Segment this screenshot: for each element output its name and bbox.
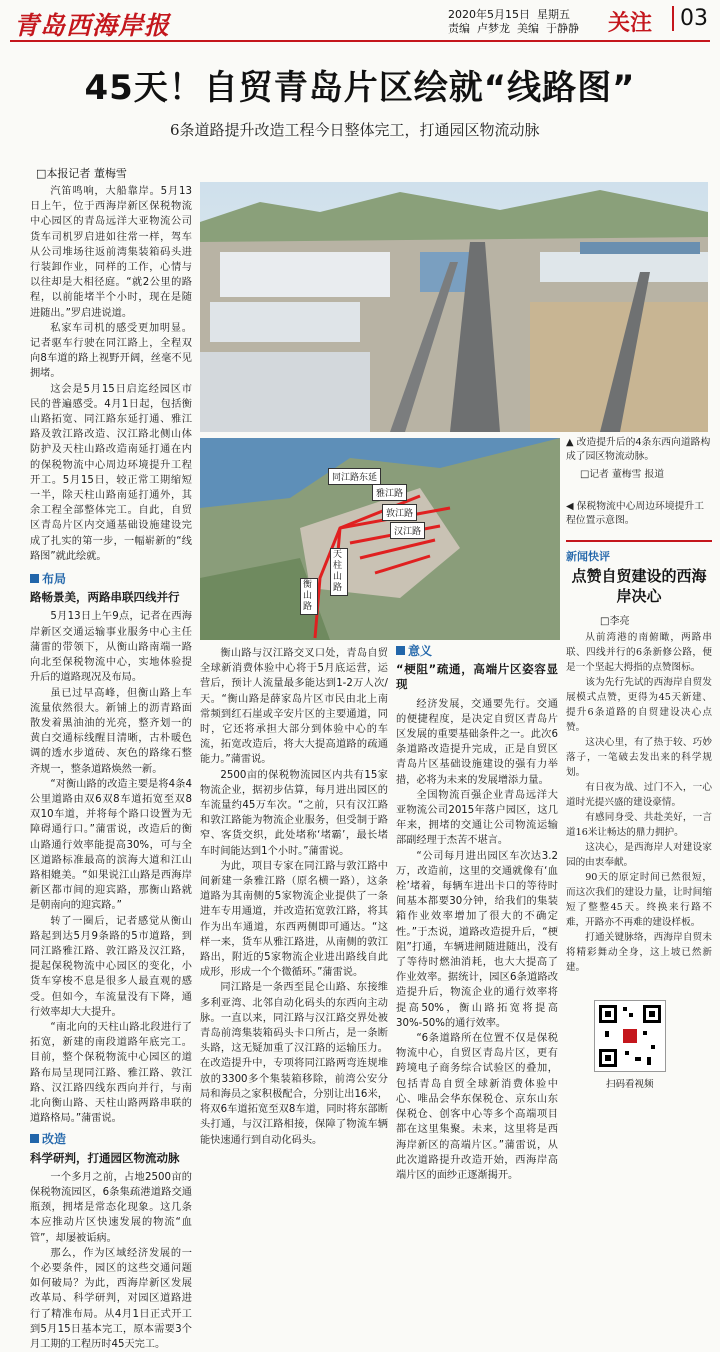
body-para: “公司每月进出园区车次达3.2万，改造前，这里的交通就像有‘血栓’堵着，每辆车进出卡口的等待时间基本都要30分钟，给我们的集装箱作业效率增加了很大的不确定性。”于杰说，道路改造提升后，“梗阻”打通，车辆进闸随进随出，没有了等待时燃油消耗，也大大提高了作业效率。据统计，园区6条道路改造提升后，物流企业的通行效率将提高50%，衡山路拓宽将提高30%-50%的通行效率。 bbox=[396, 850, 558, 1029]
editor-label: 责编 bbox=[448, 22, 470, 35]
section-kicker bbox=[396, 644, 558, 659]
map-label: 同江路东延 bbox=[328, 468, 381, 485]
section-kicker bbox=[30, 572, 192, 587]
location-map bbox=[200, 438, 560, 640]
sidebar-para: 有日夜为战、过门不入，一心道时光提兴盛的建设豪情。 bbox=[566, 782, 712, 808]
body-para: 虽已过早高峰，但衡山路上车流量依然很大。新铺上的沥青路面散发着黑油油的光亮，整齐划一的黄白交通标线醒目清晰，古朴暖色调的透水步道砖、灰色的路缘石整齐规一，整条道路焕然一新。 bbox=[30, 687, 192, 775]
body-para: 那么，作为区域经济发展的一个必要条件，园区的这些交通问题如何破局？为此，西海岸新区发展改革局、科学研判，对园区道路进行了精准布局。从4月1日正式开工到5月15日基本完工，原本需要3个月工期的工程历时45天完工。 bbox=[30, 1247, 192, 1351]
section-title: 关注 bbox=[608, 11, 653, 36]
right-column bbox=[396, 644, 558, 1183]
editor-name: 卢梦龙 bbox=[477, 22, 510, 35]
map-caption: ◀ 保税物流中心周边环境提升工程位置示意图。 bbox=[566, 501, 705, 526]
sidebar-para: 打通关键脉络，西海岸自贸未将精彩舞动全身，这上坡已然新建。 bbox=[566, 932, 712, 973]
byline: □本报记者 董梅雪 bbox=[36, 167, 127, 180]
body-para: “6条道路所在位置不仅是保税物流中心，自贸区青岛片区，更有跨境电子商务综合试验区的叠加，包括青岛自贸全球新消费体验中心、唯品会华东保税仓、京东山东保税仓、创客中心等多个高端项目都在这里集聚。未来，这里将是西海岸新区的高端片区。”蒲雷说，从此次道路提升改造开始，西海岸高端片区的面纱正逐渐揭开。 bbox=[396, 1033, 558, 1181]
kicker-square-icon bbox=[30, 1134, 39, 1143]
photo-credit: □记者 董梅雪 报道 bbox=[580, 469, 665, 480]
sidebar-byline: □李亮 bbox=[600, 616, 630, 627]
qr-caption: 扫码看视频 bbox=[606, 1079, 654, 1090]
sidebar-tag: 新闻快评 bbox=[566, 550, 610, 563]
lead-para: 私家车司机的感受更加明显。记者驱车行驶在同江路上，全程双向8车道的路上视野开阔，丝毫不见拥堵。 bbox=[30, 322, 192, 380]
body-para: 转了一圈后，记者感觉从衡山路起到达5月9条路的5市道路，到同江路雅江路、敦江路及汉江路，提起保税物流中心园区的变化，小货车穿梭不息是很多人最直观的感受。但如今，车流量没有下降，通行效率却大大提升。 bbox=[30, 915, 192, 1018]
kicker-label: 改造 bbox=[42, 1132, 67, 1147]
body-para: 一个多月之前，占地2500亩的保税物流园区，6条集疏港道路交通瓶颈，拥堵是常态化现象。这几条本应推动片区快速发展的物流“血管”，却屡被诟病。 bbox=[30, 1171, 192, 1244]
body-para: 经济发展，交通要先行。交通的便捷程度，是决定自贸区青岛片区发展的重要基础条件之一。此次6条道路改造提升完成，正是自贸区青岛片区基础设施建设的强有力举措，必将为未来的发展增添力量。 bbox=[396, 698, 558, 786]
section-title: 路畅景美，两路串联四线并行 bbox=[30, 590, 180, 605]
body-para: 5月13日上午9点，记者在西海岸新区交通运输事业服务中心主任蒲雷的带领下，从衡山路南端一路向北至保税物流中心，实地体验提升后的道路现况及布局。 bbox=[30, 611, 192, 684]
masthead-logo: 青岛西海岸报 bbox=[14, 11, 171, 40]
aerial-photo-illustration bbox=[200, 182, 708, 432]
sidebar-para: 这决心，是西海岸人对建设家园的由衷奉献。 bbox=[566, 842, 712, 868]
kicker-square-icon bbox=[396, 646, 405, 655]
map-label: 汉江路 bbox=[390, 522, 425, 539]
designer-name: 于静静 bbox=[546, 22, 579, 35]
page-number: 03 bbox=[672, 6, 708, 31]
body-para: 衡山路与汉江路交叉口处，青岛自贸全球新消费体验中心将于5月底运营，运营后，预计人流量最多能达到1-2万人次/天。“衡山路是薛家岛片区市民由北上南常频到红石崖或辛安片区的主要通道，同时，它还将承担大部分到体验中心的车流，拓宽改造后，将大大提高道路的疏通能力。”蒲雷说。 bbox=[200, 648, 388, 766]
map-label: 敦江路 bbox=[382, 504, 417, 521]
headline: 45天！自贸青岛片区绘就“线路图” bbox=[84, 68, 636, 108]
sidebar-column bbox=[566, 630, 712, 975]
photo-caption: ▲ 改造提升后的4条东西向道路构成了园区物流动脉。 bbox=[566, 437, 711, 462]
sidebar-rule bbox=[566, 540, 712, 542]
sidebar-para: 有感同身受、共赴美好，一言道16米让畅达的鼎力拥护。 bbox=[566, 812, 712, 838]
sidebar-para: 90天的原定时间已然很短，而这次我们的建设力量，让时间缩短了整整45天。终换来行路不难，开路亦不再难的建设样板。 bbox=[566, 872, 712, 928]
map-label: 雅江路 bbox=[372, 484, 407, 501]
lead-para: 汽笛鸣响，大船靠岸。5月13日上午，位于西海岸新区保税物流中心园区的青岛远洋大亚物流公司货车司机罗启进如往常一样，驾车从公司堆场往返前湾集装箱码头进行装卸作业，同样的工作，心情与以往却是大相径庭。“就2公里的路程，以前能堵半个小时，现在是随进随出。”罗启进说道。 bbox=[30, 186, 192, 319]
issue-weekday: 星期五 bbox=[537, 8, 570, 21]
issue-date: 2020年5月15日 bbox=[448, 8, 530, 21]
lead-para: 这会是5月15日启迄经园区市民的普遍感受。4月1日起，包括衡山路拓宽、同江路东延打通、雅江路及敦江路改造、汉江路北侧山体防护及天柱山路改造南延打通在内的保税物流中心周边环境提升工程开工。5月15日，较正常工期缩短一半，除天柱山路南延打通外，其余工程全部整体完工。自此，自贸区青岛片区内交通基础设施建设完成了扎实的第一步，一幅崭新的“线路图”就此绘就。 bbox=[30, 383, 192, 562]
body-para: 同江路是一条西至昆仑山路、东接维多利亚湾、北邻自动化码头的东西向主动脉。一直以来，同江路与汉江路交界处被青岛前湾集装箱码头卡口所占，是一条断头路，这无疑加重了汉江路的运输压力。在改造提升中，专项将同江路两弯连规堆放的3300多个集装箱移除，前湾公安分局和海员之家积极配合，分别让出16米，将双6车道拓宽至双8车道，同时将东部断头打通，与汉江路相接，保障了物流车辆能快速通行到自动化码头。 bbox=[200, 982, 388, 1146]
kicker-label: 布局 bbox=[42, 572, 67, 587]
subheadline: 6条道路提升改造工程今日整体完工，打通园区物流动脉 bbox=[170, 121, 540, 139]
qr-code-icon bbox=[595, 1001, 665, 1071]
body-para: 为此，项目专家在同江路与敦江路中间新建一条雅江路（原名横一路），这条道路为其南侧的5家物流企业提供了一条进车专用通道，并改造拓宽敦江路，将其作为出车通道，东西两侧即可通达。“这样一来，货车从雅江路进，从南侧的敦江路出，附近的5家物流企业进出路线自此成形，形成一个个微循环。”蒲雷说。 bbox=[200, 860, 388, 979]
kicker-square-icon bbox=[30, 574, 39, 583]
kicker-label: 意义 bbox=[408, 644, 433, 658]
map-label: 衡山路 bbox=[300, 578, 318, 615]
section-title: 科学研判，打通园区物流动脉 bbox=[30, 1150, 180, 1165]
sidebar-para: 这决心里，有了热于较、巧妙落子，一笔破去发出来的科学规划。 bbox=[566, 737, 712, 778]
header-rule bbox=[10, 40, 710, 42]
section-kicker bbox=[30, 1132, 192, 1147]
map-label: 天柱山路 bbox=[330, 548, 348, 596]
body-para: “对衡山路的改造主要是将4条4公里道路由双6双8车道拓宽至双8双10车道，并将每个路口设置为无障碍通行口。”蒲雷说，改造后的衡山路通行效率能提高30%，可与全区道路标准最高的滨海大道和江山路相媲美。“如果说江山路是西海岸新区都市间的迎宾路，那衡山路就是朝南向的迎宾路。” bbox=[30, 778, 192, 912]
date-bar bbox=[448, 8, 579, 36]
aerial-photo bbox=[200, 182, 708, 432]
sidebar-para: 从前湾港的南俯瞰，两路串联、四线并行的6条新修公路，便是一个坚起大拇指的点赞图标。 bbox=[566, 632, 712, 673]
lead-column bbox=[30, 184, 192, 1352]
body-para: 全国物流百强企业青岛远洋大亚物流公司2015年落户园区，这几年来，拥堵的交通让公司物流运输部副经理于杰苦不堪言。 bbox=[396, 789, 558, 847]
sidebar-title: 点赞自贸建设的西海岸决心 bbox=[571, 567, 707, 605]
body-para: 2500亩的保税物流园区内共有15家物流企业，据初步估算，每月进出园区的车流量约45万车次。“之前，只有汉江路和敦江路能为物流企业服务，但受制于路窄、客货交织，此处堵称‘堵霸’，最长堵车时间能达到1个小时。”蒲雷说。 bbox=[200, 769, 388, 857]
sidebar-para: 该为先行先试的西海岸自贸发展模式点赞，更得为45天新建、提升6条道路的自贸建设决心点赞。 bbox=[566, 677, 712, 733]
body-para: “南北向的天柱山路北段进行了拓宽，新建的南段道路年底完工。目前，整个保税物流中心园区的道路布局呈现同江路、雅江路、敦江路、汉江路四线东西向并行，与南北向衡山路、天柱山路两路串联的道路格局。”蒲雷说。 bbox=[30, 1021, 192, 1125]
qr-code[interactable] bbox=[594, 1000, 666, 1072]
middle-column bbox=[200, 646, 388, 1148]
designer-label: 美编 bbox=[517, 22, 539, 35]
section-title: “梗阻”疏通，高端片区姿容显现 bbox=[396, 662, 558, 692]
